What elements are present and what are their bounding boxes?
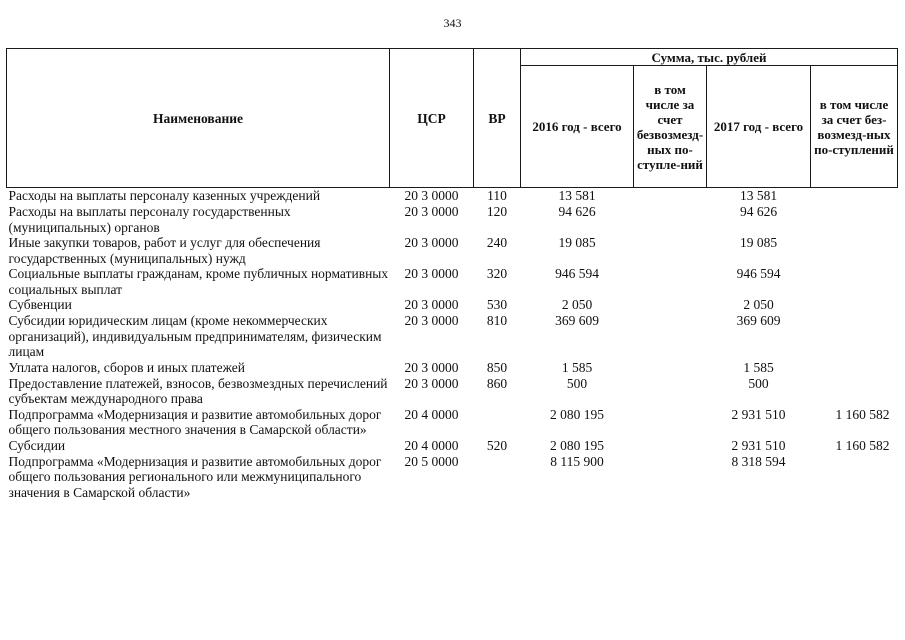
row-2016-total: 946 594 bbox=[555, 266, 599, 281]
budget-table bbox=[6, 48, 898, 500]
table-row bbox=[7, 297, 898, 313]
row-2016-gratuitous bbox=[634, 313, 707, 360]
table-row bbox=[7, 266, 898, 297]
row-2016-total: 1 585 bbox=[561, 359, 593, 375]
row-2017-total: 500 bbox=[748, 375, 769, 391]
row-2017-total: 2 931 510 bbox=[731, 406, 786, 422]
row-vr: 860 bbox=[486, 375, 508, 391]
header-2017-gratuitous: в том числе за счет без-возмезд-ных по-ступлений bbox=[811, 66, 898, 188]
row-2016-gratuitous bbox=[634, 204, 707, 235]
row-2017-total: 19 085 bbox=[739, 235, 778, 250]
row-2017-gratuitous: 1 160 582 bbox=[835, 406, 890, 422]
row-csr: 20 3 0000 bbox=[404, 204, 459, 219]
row-name: Субсидии bbox=[8, 437, 66, 453]
row-2016-total: 8 115 900 bbox=[550, 453, 604, 469]
row-csr: 20 3 0000 bbox=[404, 188, 459, 203]
row-2016-total: 2 080 195 bbox=[550, 406, 604, 422]
row-csr: 20 4 0000 bbox=[404, 437, 459, 453]
row-2017-gratuitous bbox=[811, 454, 898, 501]
table-body bbox=[7, 188, 898, 501]
table-row bbox=[7, 454, 898, 501]
row-2017-total: 2 931 510 bbox=[731, 437, 786, 453]
row-2016-gratuitous bbox=[634, 454, 707, 501]
page-number: 343 bbox=[443, 16, 462, 30]
header-2016-total: 2016 год - всего bbox=[521, 66, 634, 188]
row-2017-total: 8 318 594 bbox=[731, 453, 786, 469]
row-csr: 20 3 0000 bbox=[404, 266, 459, 281]
row-name: Социальные выплаты гражданам, кроме публичных нормативных социальных выплат bbox=[8, 266, 389, 297]
row-2016-gratuitous bbox=[634, 438, 707, 454]
row-2016-total: 369 609 bbox=[555, 313, 599, 328]
row-2017-total: 13 581 bbox=[739, 188, 778, 203]
row-vr: 520 bbox=[486, 437, 508, 453]
row-vr bbox=[474, 407, 521, 438]
row-2017-total: 2 050 bbox=[743, 297, 774, 312]
table-row bbox=[7, 376, 898, 407]
header-vr: ВР bbox=[474, 49, 521, 188]
row-2017-gratuitous: 1 160 582 bbox=[835, 437, 890, 453]
row-name: Предоставление платежей, взносов, безвозмездных перечислений субъектам международного права bbox=[8, 375, 388, 406]
row-2016-total: 94 626 bbox=[558, 204, 596, 219]
row-name: Расходы на выплаты персоналу государственных (муниципальных) органов bbox=[8, 204, 291, 235]
row-vr: 810 bbox=[486, 313, 508, 328]
row-name: Расходы на выплаты персоналу казенных учреждений bbox=[8, 188, 321, 203]
row-name: Подпрограмма «Модернизация и развитие автомобильных дорог общего пользования регионального или межмуниципального значения в Самарской области» bbox=[8, 453, 382, 500]
row-2017-gratuitous bbox=[811, 204, 898, 235]
row-vr: 120 bbox=[486, 204, 508, 219]
row-csr: 20 3 0000 bbox=[404, 313, 459, 328]
table-row bbox=[7, 313, 898, 360]
row-csr: 20 5 0000 bbox=[404, 453, 459, 469]
row-2016-gratuitous bbox=[634, 235, 707, 266]
header-2016-gratuitous: в том числе за счет безвозмезд-ных по-ступле-ний bbox=[634, 66, 707, 188]
header-2017-total: 2017 год - всего bbox=[707, 66, 811, 188]
row-vr: 530 bbox=[486, 297, 508, 312]
table-row bbox=[7, 407, 898, 438]
row-name: Иные закупки товаров, работ и услуг для обеспечения государственных (муниципальных) нужд bbox=[8, 235, 321, 266]
row-name: Уплата налогов, сборов и иных платежей bbox=[8, 359, 245, 375]
row-2017-gratuitous bbox=[811, 313, 898, 360]
row-2016-total: 2 050 bbox=[561, 297, 593, 312]
row-csr: 20 3 0000 bbox=[404, 359, 459, 375]
table-row bbox=[7, 188, 898, 205]
row-2017-total: 94 626 bbox=[739, 204, 778, 219]
row-csr: 20 3 0000 bbox=[404, 297, 459, 312]
row-2016-gratuitous bbox=[634, 360, 707, 376]
header-csr: ЦСР bbox=[390, 49, 474, 188]
table-row bbox=[7, 360, 898, 376]
row-2016-total: 500 bbox=[566, 375, 588, 391]
row-2016-gratuitous bbox=[634, 376, 707, 407]
table-row bbox=[7, 438, 898, 454]
row-vr: 240 bbox=[486, 235, 508, 250]
row-name: Подпрограмма «Модернизация и развитие автомобильных дорог общего пользования местного значения в Самарской области» bbox=[8, 406, 382, 437]
row-2016-gratuitous bbox=[634, 297, 707, 313]
row-2016-total: 2 080 195 bbox=[550, 437, 604, 453]
row-2017-gratuitous bbox=[811, 235, 898, 266]
table-header bbox=[7, 49, 898, 188]
table-row bbox=[7, 204, 898, 235]
row-2016-gratuitous bbox=[634, 266, 707, 297]
row-csr: 20 3 0000 bbox=[404, 375, 459, 391]
row-2017-gratuitous bbox=[811, 360, 898, 376]
row-csr: 20 3 0000 bbox=[404, 235, 459, 250]
row-2016-gratuitous bbox=[634, 188, 707, 205]
row-vr: 850 bbox=[486, 359, 508, 375]
table-row bbox=[7, 235, 898, 266]
row-2017-gratuitous bbox=[811, 376, 898, 407]
row-vr bbox=[474, 454, 521, 501]
row-2017-total: 946 594 bbox=[736, 266, 781, 281]
row-name: Субсидии юридическим лицам (кроме некоммерческих организаций), индивидуальным предпринимателям, физическим лицам bbox=[8, 313, 382, 359]
row-2017-gratuitous bbox=[811, 297, 898, 313]
row-2017-total: 369 609 bbox=[736, 313, 781, 328]
row-2017-gratuitous bbox=[811, 188, 898, 205]
header-name: Наименование bbox=[7, 49, 390, 188]
row-2017-total: 1 585 bbox=[743, 359, 774, 375]
row-csr: 20 4 0000 bbox=[404, 406, 459, 422]
header-sum-group: Сумма, тыс. рублей bbox=[521, 49, 898, 66]
row-2016-gratuitous bbox=[634, 407, 707, 438]
row-name: Субвенции bbox=[8, 297, 72, 312]
row-vr: 110 bbox=[487, 188, 507, 203]
row-2017-gratuitous bbox=[811, 266, 898, 297]
row-vr: 320 bbox=[486, 266, 508, 281]
row-2016-total: 19 085 bbox=[558, 235, 596, 250]
row-2016-total: 13 581 bbox=[558, 188, 596, 203]
